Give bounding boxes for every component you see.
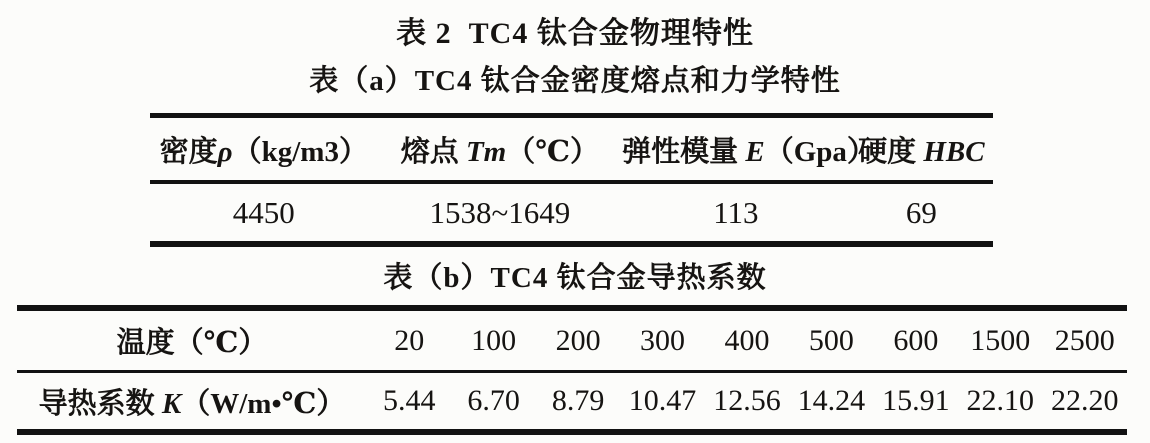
temperature-value: 500: [808, 323, 854, 357]
conductivity-value: 12.56: [713, 384, 781, 417]
label-text: 导热系数: [38, 387, 162, 420]
temperature-value: 200: [555, 323, 601, 357]
conductivity-row: [17, 373, 1127, 429]
header-text: 熔点: [400, 135, 466, 168]
unit-text: （Gpa）: [764, 135, 876, 168]
temperature-value: 300: [640, 323, 686, 357]
conductivity-value: 10.47: [628, 384, 697, 417]
symbol-k: K: [161, 387, 182, 420]
header-text: 密度: [159, 135, 218, 168]
symbol-e: E: [745, 135, 765, 168]
conductivity-value: 15.91: [882, 384, 950, 417]
conductivity-row-label: [17, 381, 367, 422]
table-a: [150, 113, 993, 247]
unit-text: （W/m•℃）: [181, 387, 346, 420]
table-a-header-row: [150, 118, 993, 184]
table-b-caption: 表（b）TC4 钛合金导热系数: [383, 262, 767, 294]
temperature-row-label: 温度（℃）: [116, 327, 268, 359]
header-text: 弹性模量: [622, 135, 746, 168]
header-text: 硬度: [858, 135, 924, 168]
unit-text: （kg/m3）: [232, 135, 368, 168]
table-a-header-density: [150, 129, 378, 170]
conductivity-value: 5.44: [382, 384, 436, 417]
table-a-value-row: [150, 184, 993, 241]
melting-point-value: 1538~1649: [429, 194, 571, 230]
temperature-value: 2500: [1054, 323, 1115, 357]
density-value: 4450: [232, 194, 295, 230]
elastic-modulus-value: 113: [713, 194, 759, 230]
temperature-value: 400: [724, 323, 770, 357]
symbol-tm: Tm: [465, 135, 507, 168]
table-a-header-hardness: [850, 129, 993, 170]
unit-text: （℃）: [506, 135, 599, 168]
symbol-rho: ρ: [217, 135, 233, 168]
conductivity-value: 22.20: [1050, 384, 1119, 417]
table-a-header-elastic-modulus: [622, 129, 876, 170]
temperature-value: 600: [893, 323, 939, 357]
temperature-row: [17, 311, 1127, 373]
table-a-header-melting-point: [378, 129, 622, 170]
conductivity-value: 22.10: [966, 384, 1035, 417]
conductivity-value: 6.70: [467, 384, 520, 417]
hardness-value: 69: [905, 194, 937, 230]
symbol-hbc: HBC: [923, 135, 985, 168]
temperature-value: 20: [394, 323, 425, 357]
conductivity-value: 14.24: [797, 384, 866, 417]
table-b: [17, 305, 1127, 435]
table-a-caption: 表（a）TC4 钛合金密度熔点和力学特性: [309, 65, 841, 97]
temperature-value: 100: [471, 323, 517, 357]
conductivity-value: 8.79: [551, 384, 605, 417]
table-2-title: 表 2 TC4 钛合金物理特性: [396, 17, 754, 50]
temperature-value: 1500: [970, 323, 1031, 357]
